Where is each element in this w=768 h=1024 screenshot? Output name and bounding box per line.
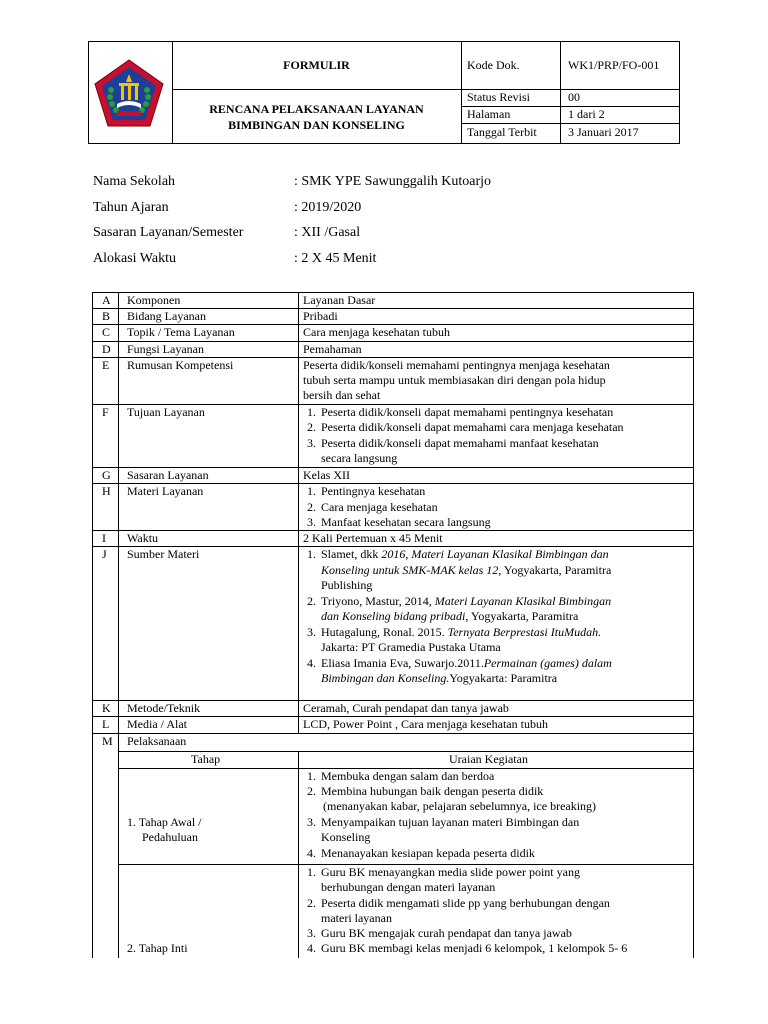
meta-value: 1 dari 2 <box>568 107 605 121</box>
sumber-1-line1: Slamet, dkk 2016, Materi Layanan Klasikal Bimbingan dan <box>321 547 609 561</box>
document-title-line1: RENCANA PELAKSANAAN LAYANAN <box>209 101 424 116</box>
row-code: L <box>102 717 110 731</box>
info-label: Nama Sekolah <box>93 174 176 189</box>
row-value-sasaran: Kelas XII <box>303 468 350 482</box>
list-number: 3. <box>307 625 316 639</box>
rumusan-line: bersih dan sehat <box>303 388 381 402</box>
logo-cell <box>89 42 173 143</box>
tujuan-item: Peserta didik/konseli dapat memahami cara menjaga kesehatan <box>321 420 624 434</box>
row-value-fungsi: Pemahaman <box>303 342 362 356</box>
sumber-1-line3: Publishing <box>321 578 373 592</box>
meta-key: Kode Dok. <box>467 58 520 72</box>
inti-item-cont: materi layanan <box>321 911 392 925</box>
row-code: I <box>102 531 106 545</box>
list-number: 4. <box>307 656 316 670</box>
list-number: 1. <box>307 484 316 498</box>
list-number: 3. <box>307 815 316 829</box>
row-label-media: Media / Alat <box>127 717 187 731</box>
row-label-sasaran: Sasaran Layanan <box>127 468 209 482</box>
row-label-topik: Topik / Tema Layanan <box>127 325 235 339</box>
inti-item: Guru BK menayangkan media slide power point yang <box>321 865 580 879</box>
list-number: 2. <box>307 784 316 798</box>
inti-item: Guru BK mengajak curah pendapat dan tanya jawab <box>321 926 572 940</box>
sumber-2-line1: Triyono, Mastur, 2014, Materi Layanan Klasikal Bimbingan <box>321 594 612 608</box>
list-number: 2. <box>307 420 316 434</box>
tujuan-item: Peserta didik/konseli dapat memahami pentingnya kesehatan <box>321 405 614 419</box>
row-code: A <box>102 293 111 307</box>
row-value-bidang: Pribadi <box>303 309 338 323</box>
row-code: E <box>102 358 110 372</box>
list-number: 2. <box>307 594 316 608</box>
meta-value: WK1/PRP/FO-001 <box>568 58 660 72</box>
rpl-table <box>92 292 694 958</box>
info-value: : SMK YPE Sawunggalih Kutoarjo <box>294 174 492 189</box>
row-label-tujuan: Tujuan Layanan <box>127 405 205 419</box>
row-code: G <box>102 468 111 482</box>
row-code: B <box>102 309 111 323</box>
row-value-media: LCD, Power Point , Cara menjaga kesehatan tubuh <box>303 717 548 731</box>
title-block <box>172 42 462 143</box>
tujuan-item-cont: secara langsung <box>321 451 398 465</box>
row-label-metode: Metode/Teknik <box>127 701 201 715</box>
tujuan-item: Peserta didik/konseli dapat memahami manfaat kesehatan <box>321 436 599 450</box>
list-number: 4. <box>307 941 316 955</box>
document-title-line2: BIMBINGAN DAN KONSELING <box>228 117 405 132</box>
info-value: : 2 X 45 Menit <box>294 251 377 266</box>
row-code: M <box>102 734 113 748</box>
awal-item: Menyampaikan tujuan layanan materi Bimbingan dan <box>321 815 580 829</box>
rumusan-line: Peserta didik/konseli memahami pentingnya menjaga kesehatan <box>303 358 610 372</box>
document-meta <box>461 42 679 143</box>
list-number: 2. <box>307 500 316 514</box>
row-code: K <box>102 701 111 715</box>
sumber-2-line2: dan Konseling bidang pribadi, Yogyakarta, Paramitra <box>321 609 579 623</box>
materi-item: Manfaat kesehatan secara langsung <box>321 515 491 529</box>
col-header-tahap: Tahap <box>191 752 221 766</box>
awal-item-cont: (menanyakan kabar, pelajaran sebelumnya, ice breaking) <box>323 799 597 813</box>
meta-tanggal-terbit <box>461 123 679 143</box>
row-label-bidang: Bidang Layanan <box>127 309 206 323</box>
row-code: J <box>102 547 107 561</box>
list-number: 3. <box>307 436 316 450</box>
school-logo <box>93 58 165 130</box>
list-number: 4. <box>307 846 316 860</box>
info-label: Tahun Ajaran <box>93 200 169 215</box>
tahap-inti-label: 2. Tahap Inti <box>127 941 188 955</box>
inti-item: Peserta didik mengamati slide pp yang berhubungan dengan <box>321 896 610 910</box>
sumber-1-line2: Konseling untuk SMK-MAK kelas 12, Yogyakarta, Paramitra <box>321 563 612 577</box>
meta-halaman <box>461 106 679 124</box>
list-number: 1. <box>307 769 316 783</box>
sumber-3-line1: Hutagalung, Ronal. 2015. Ternyata Berprestasi ItuMudah. <box>321 625 602 639</box>
meta-value: 3 Januari 2017 <box>568 125 639 139</box>
tahap-awal-label-2: Pedahuluan <box>142 830 198 844</box>
awal-item: Menanayakan kesiapan kepada peserta didik <box>321 846 535 860</box>
col-header-uraian: Uraian Kegiatan <box>449 752 528 766</box>
row-value-komponen: Layanan Dasar <box>303 293 376 307</box>
info-label: Alokasi Waktu <box>93 251 176 266</box>
list-number: 1. <box>307 405 316 419</box>
materi-item: Pentingnya kesehatan <box>321 484 426 498</box>
row-value-waktu: 2 Kali Pertemuan x 45 Menit <box>303 531 443 545</box>
row-label-rumusan: Rumusan Kompetensi <box>127 358 234 372</box>
row-label-komponen: Komponen <box>127 293 181 307</box>
list-number: 1. <box>307 865 316 879</box>
meta-kode-dok <box>461 42 679 90</box>
meta-value: 00 <box>568 90 580 104</box>
info-value: : 2019/2020 <box>294 200 362 215</box>
tahap-awal-label: 1. Tahap Awal / <box>127 815 202 829</box>
meta-key: Status Revisi <box>467 90 531 104</box>
inti-item: Guru BK membagi kelas menjadi 6 kelompok, 1 kelompok 5- 6 <box>321 941 628 955</box>
document-header <box>88 41 680 144</box>
meta-key: Halaman <box>467 107 511 121</box>
info-value: : XII /Gasal <box>294 225 361 240</box>
list-number: 3. <box>307 515 316 529</box>
sumber-4-line2: Bimbingan dan Konseling.Yogyakarta: Paramitra <box>321 671 558 685</box>
list-number: 2. <box>307 896 316 910</box>
meta-status-revisi <box>461 89 679 107</box>
row-label-materi: Materi Layanan <box>127 484 204 498</box>
row-label-fungsi: Fungsi Layanan <box>127 342 204 356</box>
row-label-pelaksanaan: Pelaksanaan <box>127 734 187 748</box>
row-code: F <box>102 405 109 419</box>
inti-item-cont: berhubungan dengan materi layanan <box>321 880 496 894</box>
row-value-metode: Ceramah, Curah pendapat dan tanya jawab <box>303 701 509 715</box>
row-code: H <box>102 484 111 498</box>
sumber-4-line1: Eliasa Imania Eva, Suwarjo.2011.Permainan (games) dalam <box>321 656 612 670</box>
awal-item-cont: Konseling <box>321 830 371 844</box>
list-number: 3. <box>307 926 316 940</box>
row-code: C <box>102 325 111 339</box>
sumber-3-line2: Jakarta: PT Gramedia Pustaka Utama <box>321 640 501 654</box>
rumusan-line: tubuh serta mampu untuk membiasakan diri dengan pola hidup <box>303 373 606 387</box>
form-title: FORMULIR <box>172 42 461 90</box>
awal-item: Membina hubungan baik dengan peserta didik <box>321 784 544 798</box>
row-code: D <box>102 342 111 356</box>
meta-key: Tanggal Terbit <box>467 125 537 139</box>
row-value-topik: Cara menjaga kesehatan tubuh <box>303 325 450 339</box>
row-label-waktu: Waktu <box>127 531 159 545</box>
list-number: 1. <box>307 547 316 561</box>
info-label: Sasaran Layanan/Semester <box>93 225 244 240</box>
row-label-sumber: Sumber Materi <box>127 547 200 561</box>
document-title <box>172 90 461 143</box>
materi-item: Cara menjaga kesehatan <box>321 500 438 514</box>
awal-item: Membuka dengan salam dan berdoa <box>321 769 495 783</box>
